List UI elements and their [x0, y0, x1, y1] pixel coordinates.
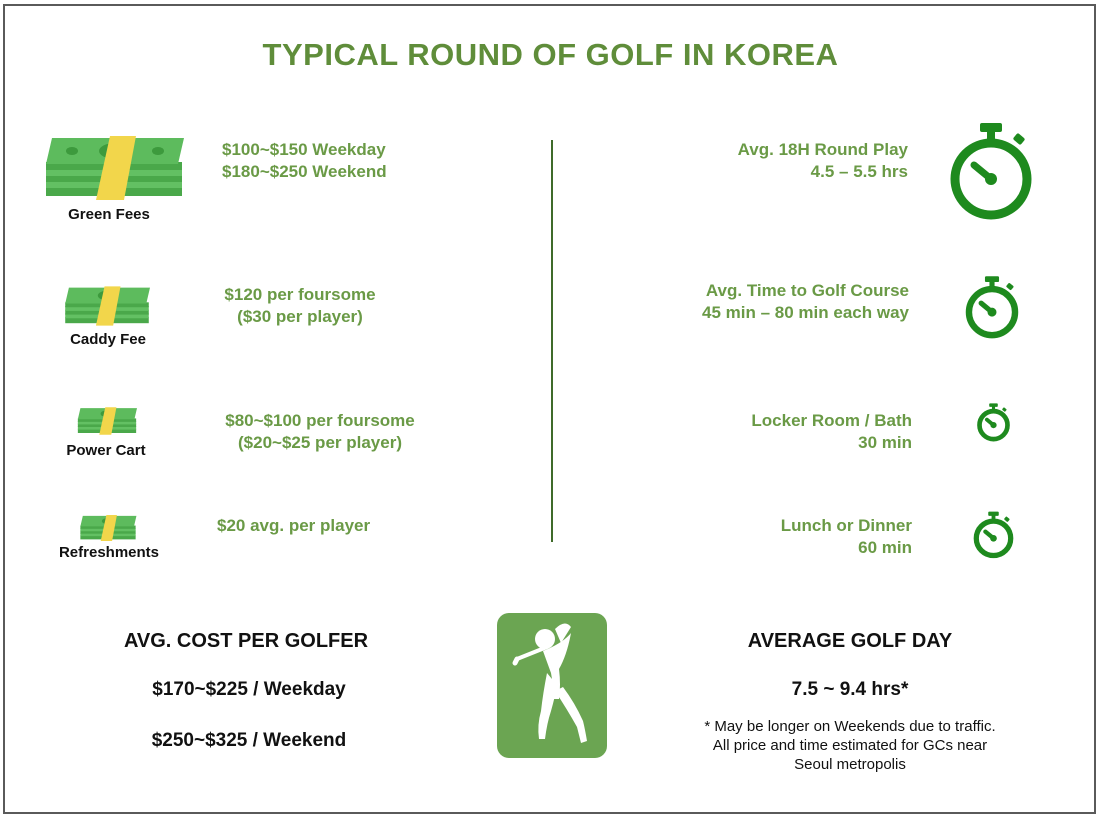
cost-refreshments-text [217, 515, 457, 537]
summary-day-value: 7.5 ~ 9.4 hrs* [791, 679, 909, 700]
cost-label-caddy-fee: Caddy Fee [70, 331, 146, 348]
cost-label-refreshments: Refreshments [58, 544, 160, 561]
time-locker-room-text [620, 410, 912, 454]
cost-label-green-fees: Green Fees [68, 206, 150, 223]
cost-line: ($30 per player) [237, 307, 363, 326]
stopwatch-icon [972, 510, 1015, 559]
time-line: 4.5 – 5.5 hrs [810, 162, 908, 181]
cost-power-cart-text [200, 410, 440, 454]
money-stack-icon [44, 136, 184, 200]
cost-line: $80~$100 per foursome [225, 411, 415, 430]
footnote-line: Seoul metropolis [794, 756, 906, 773]
time-line: Lunch or Dinner [780, 516, 912, 535]
footnote-line: * May be longer on Weekends due to traffic. [704, 718, 996, 735]
cost-line: ($20~$25 per player) [238, 433, 402, 452]
time-line: 45 min – 80 min each way [702, 303, 909, 322]
cost-line: $20 avg. per player [217, 516, 371, 535]
stopwatch-icon [963, 275, 1021, 339]
time-to-course-text [620, 280, 909, 324]
cost-line: $120 per foursome [224, 285, 376, 304]
time-lunch-dinner-text [620, 515, 912, 559]
column-divider [551, 140, 553, 542]
footnote-line: All price and time estimated for GCs near [712, 737, 988, 754]
summary-day-heading: AVERAGE GOLF DAY [747, 630, 953, 652]
summary-cost-weekday: $170~$225 / Weekday [152, 679, 346, 700]
time-line: 30 min [858, 433, 912, 452]
cost-line: $180~$250 Weekend [222, 162, 387, 181]
golfer-icon [497, 613, 607, 758]
money-stack-icon [64, 286, 150, 326]
time-line: 60 min [858, 538, 912, 557]
time-round-play-text [620, 139, 908, 183]
cost-label-power-cart: Power Cart [66, 442, 146, 459]
time-line: Locker Room / Bath [751, 411, 912, 430]
money-stack-icon [79, 515, 137, 541]
stopwatch-icon [976, 402, 1011, 442]
cost-caddy-fee-text [200, 284, 400, 328]
summary-cost-heading: AVG. COST PER GOLFER [123, 630, 369, 652]
time-line: Avg. Time to Golf Course [705, 281, 909, 300]
cost-line: $100~$150 Weekday [222, 140, 386, 159]
footnote [660, 717, 1040, 774]
time-line: Avg. 18H Round Play [737, 140, 908, 159]
summary-cost-weekend: $250~$325 / Weekend [151, 730, 347, 751]
page-title: TYPICAL ROUND OF GOLF IN KOREA [262, 37, 839, 72]
stopwatch-icon [946, 121, 1036, 221]
cost-green-fees-text [222, 139, 482, 183]
money-stack-icon [77, 407, 137, 435]
